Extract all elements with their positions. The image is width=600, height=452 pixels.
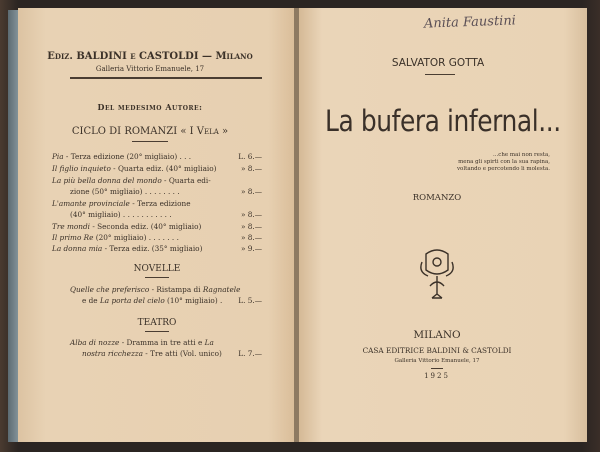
teatro-heading: TEATRO: [137, 318, 177, 328]
book-price: » 8.—: [240, 210, 262, 219]
book-title: nostra ricchezza: [82, 349, 143, 358]
cycle-heading: CICLO DI ROMANZI « I Vela »: [71, 126, 229, 137]
book-title: La donna mia: [52, 244, 103, 253]
book-details: - Quarta ediz. (40° migliaio): [110, 164, 217, 173]
header-rule: [70, 77, 262, 79]
book-details: - Seconda ediz. (40° migliaio): [90, 222, 202, 231]
book-title: Il primo Re: [52, 233, 94, 242]
list-item: [52, 176, 262, 185]
book-price: » 8.—: [240, 222, 262, 231]
novelle-heading: NOVELLE: [133, 264, 181, 274]
novelle-line-2: [52, 296, 262, 305]
handwritten-signature: Anita Faustini: [423, 13, 517, 32]
publisher-header: Ediz. BALDINI e CASTOLDI — Milano: [47, 51, 253, 62]
book-title: La: [204, 338, 214, 347]
book-details: (40° migliaio) . . . . . . . . . . .: [70, 210, 172, 219]
book-details: (10° migliaio) .: [164, 296, 223, 305]
book-price: » 8.—: [240, 233, 262, 242]
epigraph-line: voltando e percotendo li molesta.: [456, 166, 550, 172]
list-item: [52, 244, 262, 253]
book-details: zione (50° migliaio) . . . . . . . .: [70, 187, 180, 196]
book-title: Ragnatele: [202, 285, 241, 294]
list-item: [52, 222, 262, 231]
teatro-rule: [145, 331, 169, 332]
genre-label: ROMANZO: [412, 193, 462, 203]
book-title: Tre mondi: [52, 222, 91, 231]
list-item: [52, 164, 262, 173]
book-price: L. 5.—: [238, 296, 262, 305]
book-price: » 8.—: [240, 164, 262, 173]
list-item-continued: [52, 210, 262, 219]
book-title: La più bella donna del mondo: [52, 176, 162, 185]
publisher-address: Galleria Vittorio Emanuele, 17: [95, 65, 205, 73]
epigraph: [457, 152, 550, 173]
novelle-line-1: [70, 285, 280, 294]
city-label: MILANO: [413, 329, 461, 341]
book-details: - Quarta edi-: [161, 176, 211, 185]
book-title: Alba di nozze: [70, 338, 120, 347]
book-details: - Ristampa di: [149, 285, 203, 294]
book-title: L'amante provinciale: [52, 199, 130, 208]
list-item: [52, 233, 262, 242]
epigraph-line: mena gli spirti con la sua rapina,: [458, 159, 550, 165]
teatro-line-2: [52, 349, 262, 358]
book-details: (20° migliaio) . . . . . . .: [93, 233, 179, 242]
book-details: - Terza ediz. (35° migliaio): [102, 244, 203, 253]
publisher-name: CASA EDITRICE BALDINI & CASTOLDI: [362, 346, 512, 355]
book-price: L. 6.—: [238, 152, 262, 161]
list-item: [52, 152, 262, 161]
book-details: - Dramma in tre atti e: [119, 338, 205, 347]
by-same-author: Del medesimo Autore:: [97, 102, 203, 112]
book-price: L. 7.—: [238, 349, 262, 358]
publisher-address: Galleria Vittorio Emanuele, 17: [394, 358, 480, 364]
book-details: e de: [82, 296, 100, 305]
novelle-rule: [145, 277, 169, 278]
book-price: » 9.—: [240, 244, 262, 253]
author-name: SALVATOR GOTTA: [391, 57, 485, 69]
list-item-continued: [52, 187, 262, 196]
epigraph-line: ...che mai non resta,: [493, 152, 550, 158]
book-title: Quelle che preferisco: [70, 285, 150, 294]
list-item: [52, 199, 262, 208]
book-title: La porta del cielo: [99, 296, 165, 305]
book-details: - Tre atti (Vol. unico): [142, 349, 222, 358]
book-title: Il figlio inquieto: [52, 164, 111, 173]
cycle-rule: [132, 141, 168, 142]
publisher-ornament-icon: [418, 248, 456, 302]
book-price: » 8.—: [240, 187, 262, 196]
book-title: Pia: [52, 152, 64, 161]
author-rule: [425, 74, 455, 75]
publication-year: 1925: [424, 372, 450, 380]
imprint-rule: [431, 368, 443, 369]
teatro-line-1: [70, 338, 280, 347]
book-title: La bufera infernal...: [325, 104, 561, 138]
book-details: - Terza edizione (20° migliaio) . . .: [63, 152, 192, 161]
book-details: - Terza edizione: [129, 199, 191, 208]
